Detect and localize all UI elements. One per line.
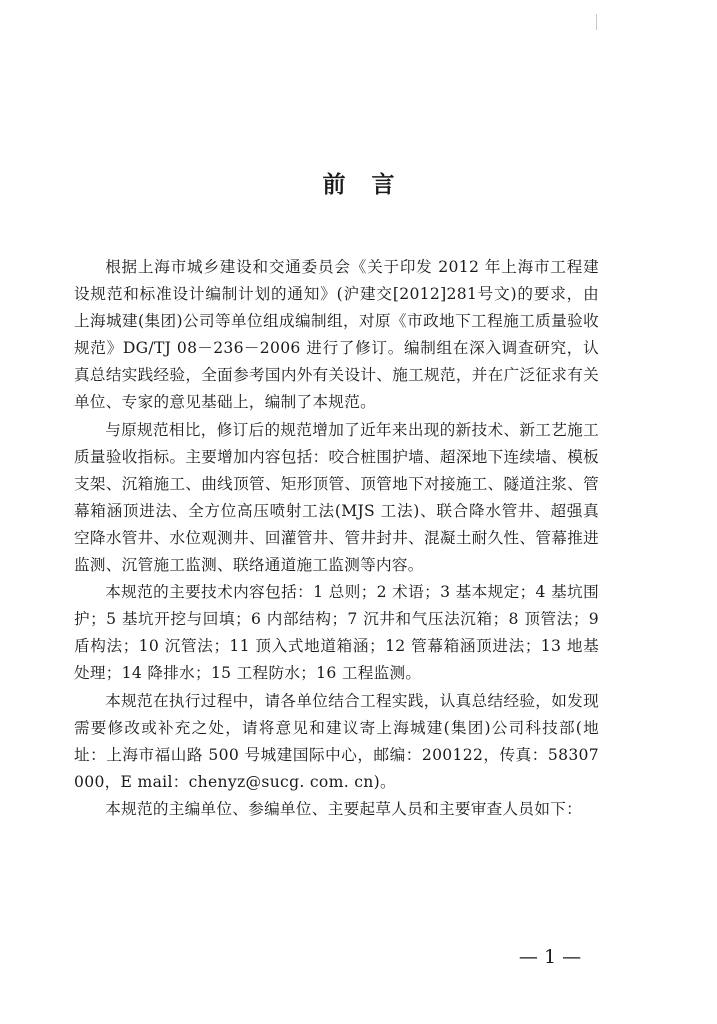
paragraph-feedback: 本规范在执行过程中，请各单位结合工程实践，认真总结经验，如发现需要修改或补充之处，请将意见和建议寄上海城建(集团)公司科技部(地址：上海市福山路 500 号城建国际中心，邮编：200122，传真：58307000，E mail：chenyz@sucg. com. cn)。 xyxy=(74,691,599,791)
preface-body xyxy=(74,254,599,823)
page-title: 前言 xyxy=(322,172,421,198)
page-number: — 1 — xyxy=(518,946,582,968)
paragraph-basis: 根据上海市城乡建设和交通委员会《关于印发 2012 年上海市工程建设规范和标准设计编制计划的通知》(沪建交[2012]281号文)的要求，由上海城建(集团)公司等单位组成编制组，对原《市政地下工程施工质量验收规范》DG/TJ 08－236－2006 进行了修订。编制组在深入调查研究，认真总结实践经验，全面参考国内外有关设计、施工规范，并在广泛征求有关单位、专家的意见基础上，编制了本规范。 xyxy=(74,258,599,412)
paragraph-additions: 与原规范相比，修订后的规范增加了近年来出现的新技术、新工艺施工质量验收指标。主要增加内容包括：咬合桩围护墙、超深地下连续墙、模板支架、沉箱施工、曲线顶管、矩形顶管、顶管地下对接施工、隧道注浆、管幕箱涵顶进法、全方位高压喷射工法(MJS 工法)、联合降水管井、超强真空降水管井、水位观测井、回灌管井、管井封井、混凝土耐久性、管幕推进监测、沉管施工监测、联络通道施工监测等内容。 xyxy=(74,420,599,575)
scan-edge-mark xyxy=(596,14,597,30)
paragraph-units: 本规范的主编单位、参编单位、主要起草人员和主要审查人员如下： xyxy=(105,799,583,818)
paragraph-contents: 本规范的主要技术内容包括：1 总则；2 术语；3 基本规定；4 基坑围护；5 基坑开挖与回填；6 内部结构；7 沉井和气压法沉箱；8 顶管法；9 盾构法；10 沉管法；11 顶入式地道箱涵；12 管幕箱涵顶进法；13 地基处理；14 降排水；15 工程防水；16 工程监测。 xyxy=(74,583,599,683)
